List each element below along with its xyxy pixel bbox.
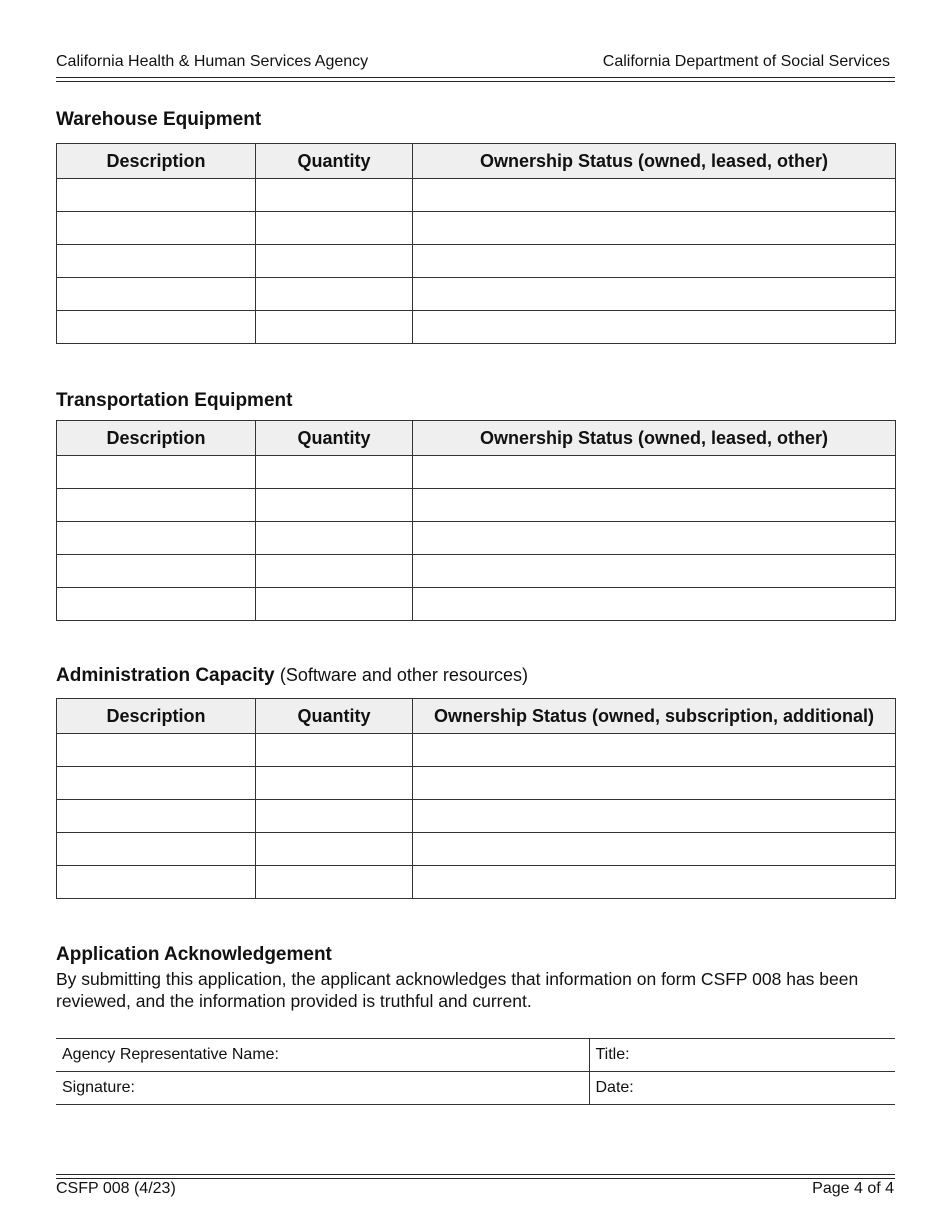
table-row — [57, 212, 896, 245]
footer-form-id: CSFP 008 (4/23) — [56, 1180, 176, 1197]
ownership-cell[interactable] — [413, 212, 896, 245]
signature-row-signature — [56, 1072, 895, 1105]
transportation-equipment-table — [56, 420, 896, 621]
column-header-ownership: Ownership Status (owned, leased, other) — [413, 144, 896, 179]
quantity-cell[interactable] — [256, 456, 413, 489]
footer-rule — [56, 1174, 895, 1179]
section-title-transportation: Transportation Equipment — [56, 390, 293, 411]
signature-table — [56, 1038, 895, 1105]
quantity-cell[interactable] — [256, 212, 413, 245]
title-field[interactable] — [589, 1039, 895, 1072]
table-row — [57, 800, 896, 833]
table-row — [57, 245, 896, 278]
quantity-cell[interactable] — [256, 522, 413, 555]
column-header-quantity: Quantity — [256, 144, 413, 179]
section-title-warehouse: Warehouse Equipment — [56, 109, 262, 130]
quantity-cell[interactable] — [256, 179, 413, 212]
description-cell[interactable] — [57, 522, 256, 555]
description-cell[interactable] — [57, 767, 256, 800]
column-header-description: Description — [57, 699, 256, 734]
administration-capacity-table — [56, 698, 896, 899]
description-cell[interactable] — [57, 588, 256, 621]
quantity-cell[interactable] — [256, 866, 413, 899]
description-cell[interactable] — [57, 278, 256, 311]
table-row — [57, 588, 896, 621]
description-cell[interactable] — [57, 311, 256, 344]
description-cell[interactable] — [57, 833, 256, 866]
section-title-administration — [56, 665, 528, 687]
table-row — [57, 489, 896, 522]
column-header-description: Description — [57, 144, 256, 179]
table-row — [57, 833, 896, 866]
ownership-cell[interactable] — [413, 179, 896, 212]
table-row — [57, 555, 896, 588]
header-rule — [56, 77, 895, 82]
table-row — [57, 866, 896, 899]
table-row — [57, 767, 896, 800]
ownership-cell[interactable] — [413, 278, 896, 311]
signature-field[interactable] — [56, 1072, 589, 1105]
table-row — [57, 734, 896, 767]
ownership-cell[interactable] — [413, 833, 896, 866]
section-title-administration-main: Administration Capacity — [56, 665, 275, 686]
column-header-ownership: Ownership Status (owned, leased, other) — [413, 421, 896, 456]
description-cell[interactable] — [57, 212, 256, 245]
footer-page-number: Page 4 of 4 — [812, 1180, 894, 1197]
quantity-cell[interactable] — [256, 734, 413, 767]
description-cell[interactable] — [57, 179, 256, 212]
column-header-description: Description — [57, 421, 256, 456]
table-row — [57, 311, 896, 344]
ownership-cell[interactable] — [413, 522, 896, 555]
quantity-cell[interactable] — [256, 833, 413, 866]
acknowledgement-title: Application Acknowledgement — [56, 944, 332, 965]
ownership-cell[interactable] — [413, 588, 896, 621]
ownership-cell[interactable] — [413, 800, 896, 833]
ownership-cell[interactable] — [413, 767, 896, 800]
description-cell[interactable] — [57, 866, 256, 899]
quantity-cell[interactable] — [256, 311, 413, 344]
column-header-ownership: Ownership Status (owned, subscription, additional) — [413, 699, 896, 734]
table-row — [57, 522, 896, 555]
section-title-administration-sub: (Software and other resources) — [279, 665, 528, 685]
representative-name-label: Agency Representative Name: — [62, 1046, 279, 1063]
table-header-row — [57, 699, 896, 734]
description-cell[interactable] — [57, 489, 256, 522]
description-cell[interactable] — [57, 800, 256, 833]
ownership-cell[interactable] — [413, 489, 896, 522]
description-cell[interactable] — [57, 555, 256, 588]
representative-name-field[interactable] — [56, 1039, 589, 1072]
description-cell[interactable] — [57, 245, 256, 278]
ownership-cell[interactable] — [413, 555, 896, 588]
header-agency: California Health & Human Services Agency — [56, 53, 369, 70]
title-label: Title: — [595, 1046, 630, 1063]
table-header-row — [57, 421, 896, 456]
table-row — [57, 179, 896, 212]
column-header-quantity: Quantity — [256, 421, 413, 456]
ownership-cell[interactable] — [413, 456, 896, 489]
date-label: Date: — [595, 1079, 634, 1096]
signature-label: Signature: — [62, 1079, 135, 1096]
date-field[interactable] — [589, 1072, 895, 1105]
warehouse-equipment-table — [56, 143, 896, 344]
table-row — [57, 456, 896, 489]
quantity-cell[interactable] — [256, 555, 413, 588]
quantity-cell[interactable] — [256, 800, 413, 833]
acknowledgement-body: By submitting this application, the applicant acknowledges that information on form CSFP 008 has been reviewed, and the information provided is truthful and current. — [56, 969, 859, 1011]
table-row — [57, 278, 896, 311]
quantity-cell[interactable] — [256, 278, 413, 311]
description-cell[interactable] — [57, 456, 256, 489]
table-header-row — [57, 144, 896, 179]
quantity-cell[interactable] — [256, 767, 413, 800]
quantity-cell[interactable] — [256, 588, 413, 621]
quantity-cell[interactable] — [256, 245, 413, 278]
header-department: California Department of Social Services — [602, 53, 890, 70]
column-header-quantity: Quantity — [256, 699, 413, 734]
ownership-cell[interactable] — [413, 311, 896, 344]
ownership-cell[interactable] — [413, 734, 896, 767]
description-cell[interactable] — [57, 734, 256, 767]
signature-row-name — [56, 1039, 895, 1072]
ownership-cell[interactable] — [413, 866, 896, 899]
ownership-cell[interactable] — [413, 245, 896, 278]
quantity-cell[interactable] — [256, 489, 413, 522]
